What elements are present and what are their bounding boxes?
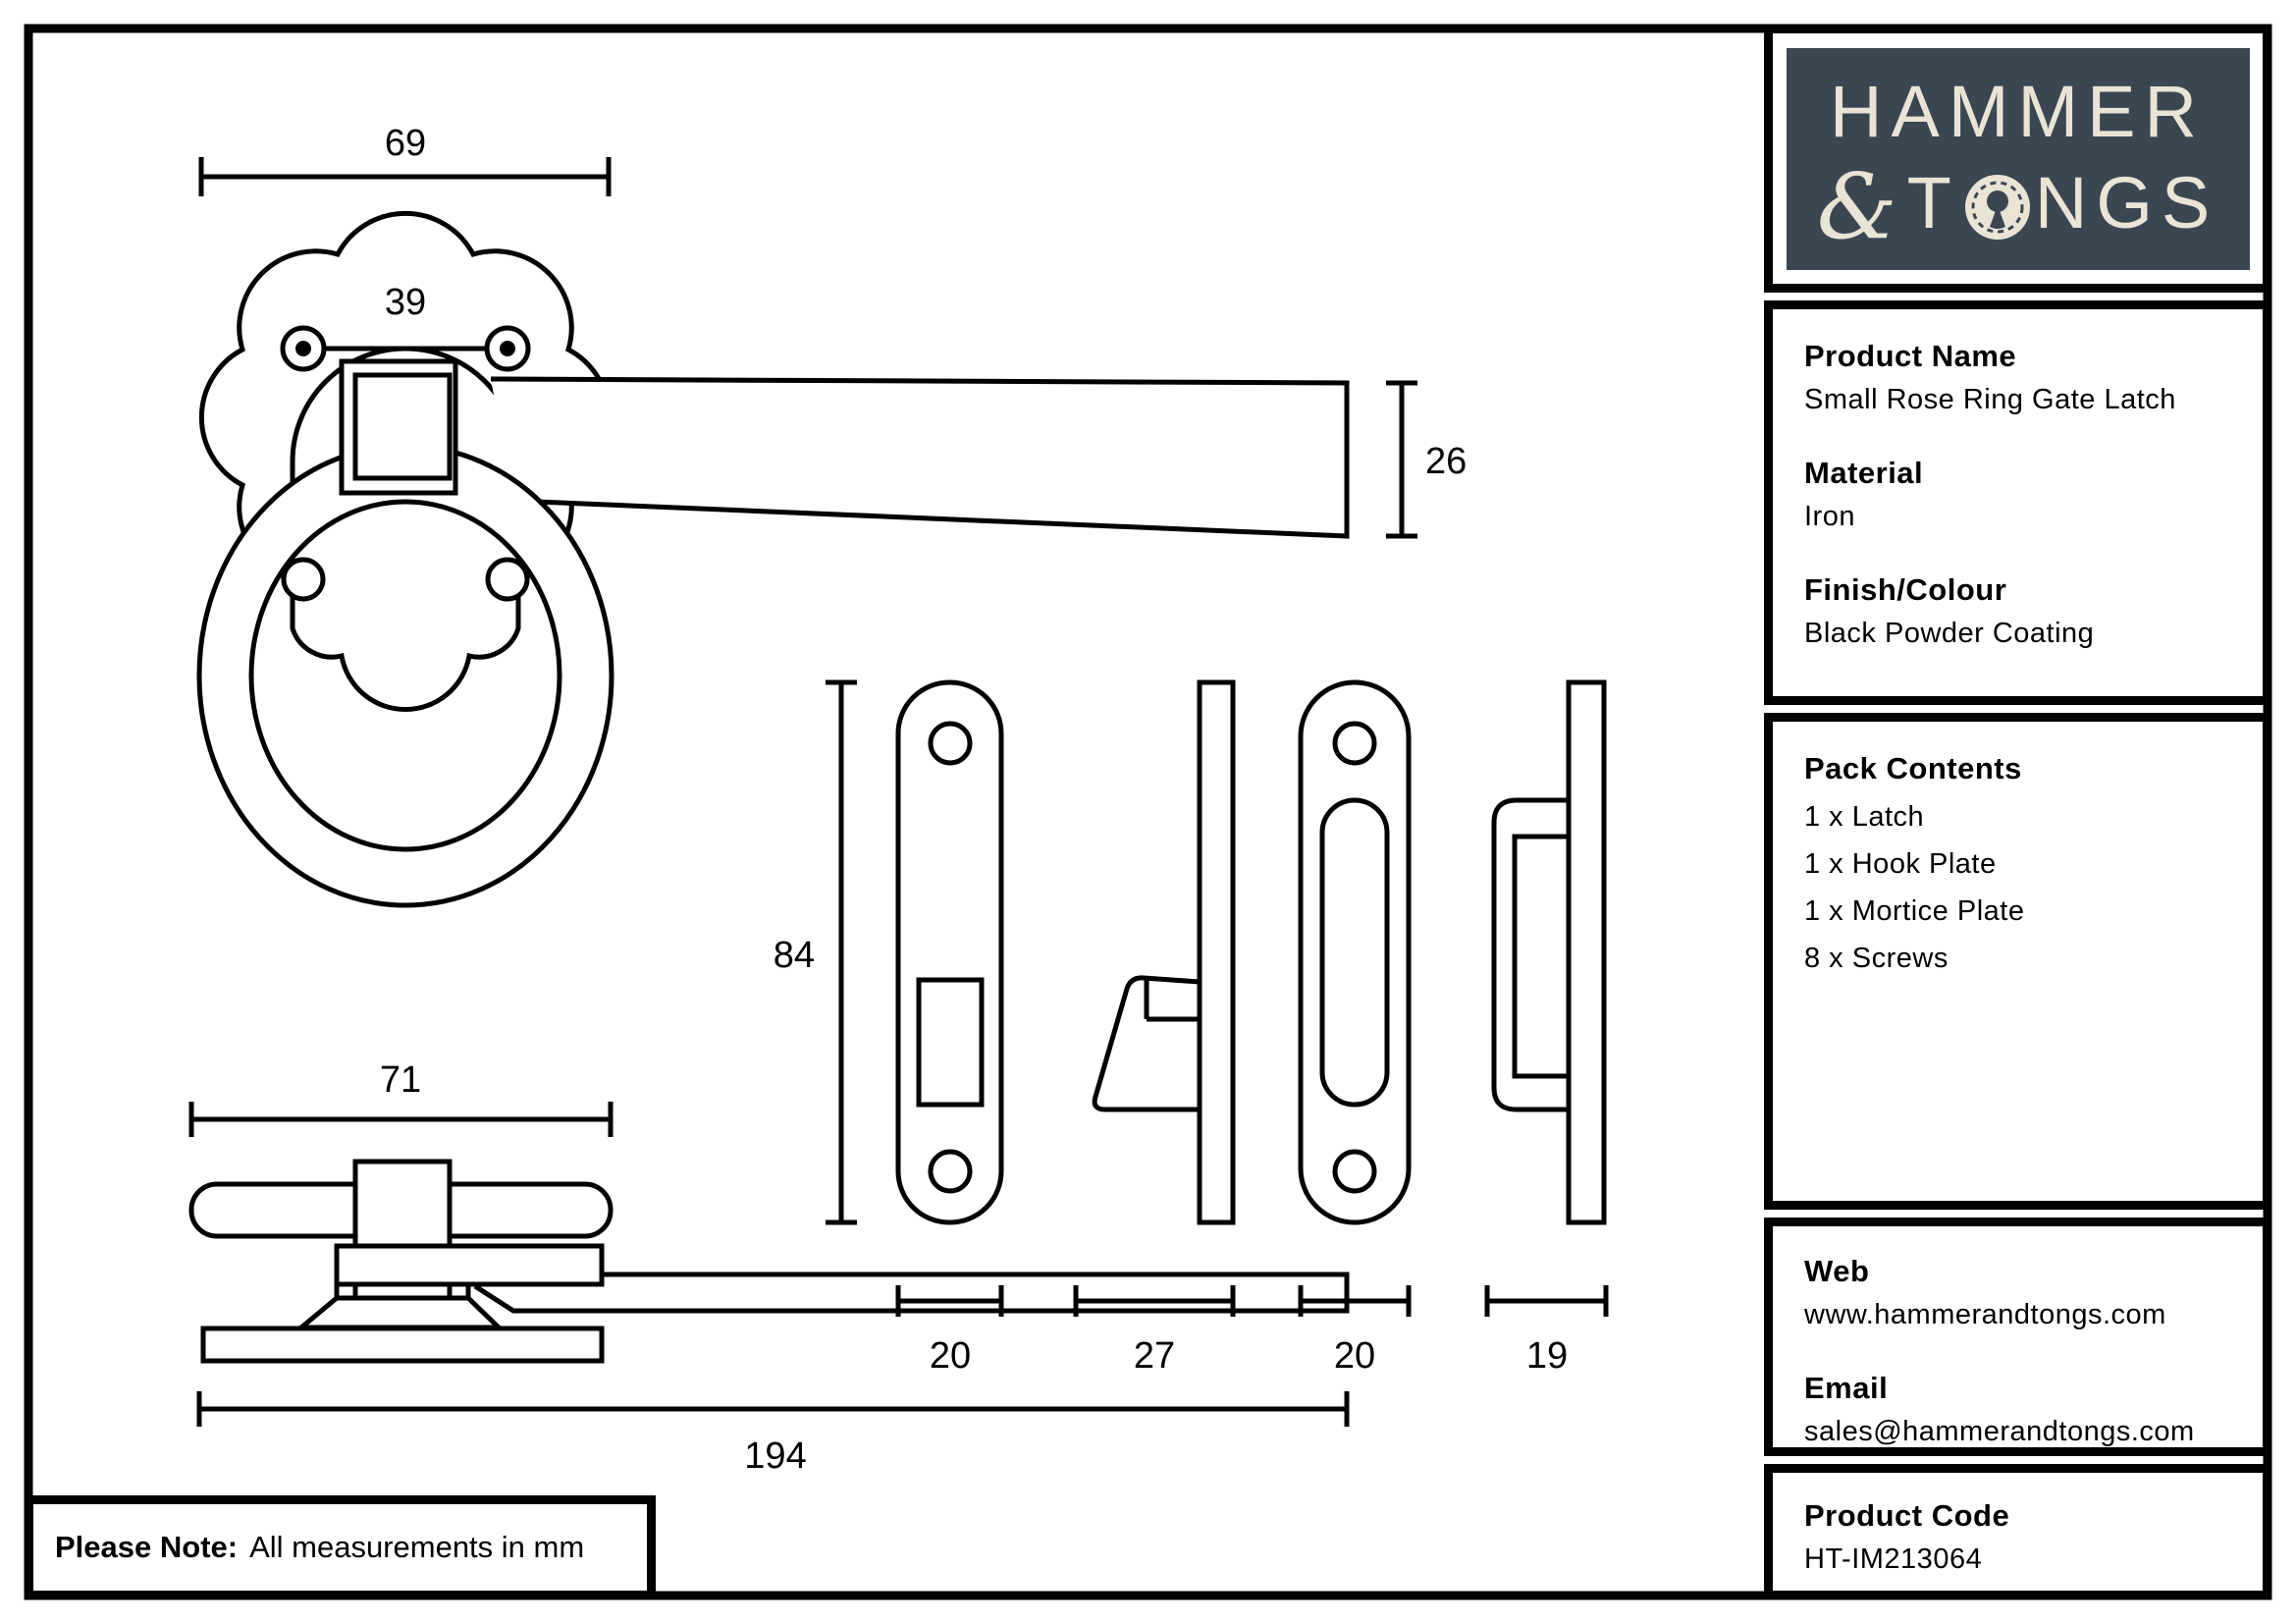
note-text: All measurements in mm [249,1530,585,1564]
base-plate-edge [203,1328,602,1361]
rose-screw-hole-lower-left [284,560,323,599]
brand-line2 [1816,153,2219,259]
note-label: Please Note: [55,1530,239,1564]
product-code-value: HT-IM213064 [1804,1543,1983,1575]
dim-total-length [199,1391,1347,1427]
pack-item: 1 x Mortice Plate [1804,895,2025,927]
material-label: Material [1804,456,1924,490]
handle-body [491,379,1347,536]
plate-views [826,682,1606,1317]
material-value: Iron [1804,501,1855,532]
pack-contents-label: Pack Contents [1804,751,2022,785]
brand-line2-t: T [1906,161,1960,244]
ampersand: & [1816,153,1897,259]
product-name-label: Product Name [1804,339,2017,373]
brand-line2-rest: NGS [2034,161,2219,244]
contact-box [1764,1218,2271,1456]
boss-side [355,1162,450,1246]
email-label: Email [1804,1371,1889,1405]
rose-screw-hole-lower-right [488,560,527,599]
dim-label-84: 84 [773,935,815,976]
pack-item: 8 x Screws [1804,943,1949,974]
finish-label: Finish/Colour [1804,572,2007,607]
handle-side [475,1274,1347,1311]
pack-item: 1 x Latch [1804,801,1925,833]
hook-plate-face [1301,682,1409,1222]
finish-field [1804,572,2263,650]
product-info-box [1764,300,2271,705]
dim-tbar-width [191,1102,611,1137]
product-code-box [1764,1464,2271,1599]
dome-cone [301,1298,499,1327]
side-view-latch [191,1102,1347,1427]
note-box [25,1495,656,1599]
dim-label-27: 27 [1133,1335,1176,1377]
product-name-value: Small Rose Ring Gate Latch [1804,384,2176,415]
mortice-plate-side [1494,682,1604,1222]
brand-logo [1787,48,2250,270]
product-code-label: Product Code [1804,1498,2010,1533]
dim-label-26: 26 [1425,441,1468,482]
hook-plate-side [1095,682,1233,1222]
logo-box [1764,25,2271,293]
keyhole-icon [1962,172,2033,243]
dim-plate-height [826,682,857,1222]
dim-handle-tip [1386,383,1417,536]
pack-item: 1 x Hook Plate [1804,848,1997,880]
dim-morticeplate-depth [1487,1285,1606,1317]
web-value: www.hammerandtongs.com [1804,1299,2166,1330]
boss-inner [355,375,450,478]
email-field [1804,1371,2263,1448]
web-label: Web [1804,1254,1870,1288]
material-field [1804,456,2263,533]
dim-label-20a: 20 [929,1335,972,1377]
brand-line1: HAMMER [1830,70,2206,152]
rose-plate-edge [337,1246,602,1284]
dim-label-71: 71 [379,1059,422,1101]
finish-value: Black Powder Coating [1804,618,2095,649]
pack-contents-box [1764,713,2271,1210]
dim-label-194: 194 [744,1435,807,1477]
email-value: sales@hammerandtongs.com [1804,1416,2195,1447]
dim-label-19: 19 [1525,1335,1569,1377]
web-field [1804,1254,2263,1331]
mortice-plate-face [898,682,1001,1222]
dim-label-20b: 20 [1333,1335,1376,1377]
product-name-field [1804,339,2263,416]
dim-label-39: 39 [384,282,427,323]
dim-label-69: 69 [384,123,427,164]
